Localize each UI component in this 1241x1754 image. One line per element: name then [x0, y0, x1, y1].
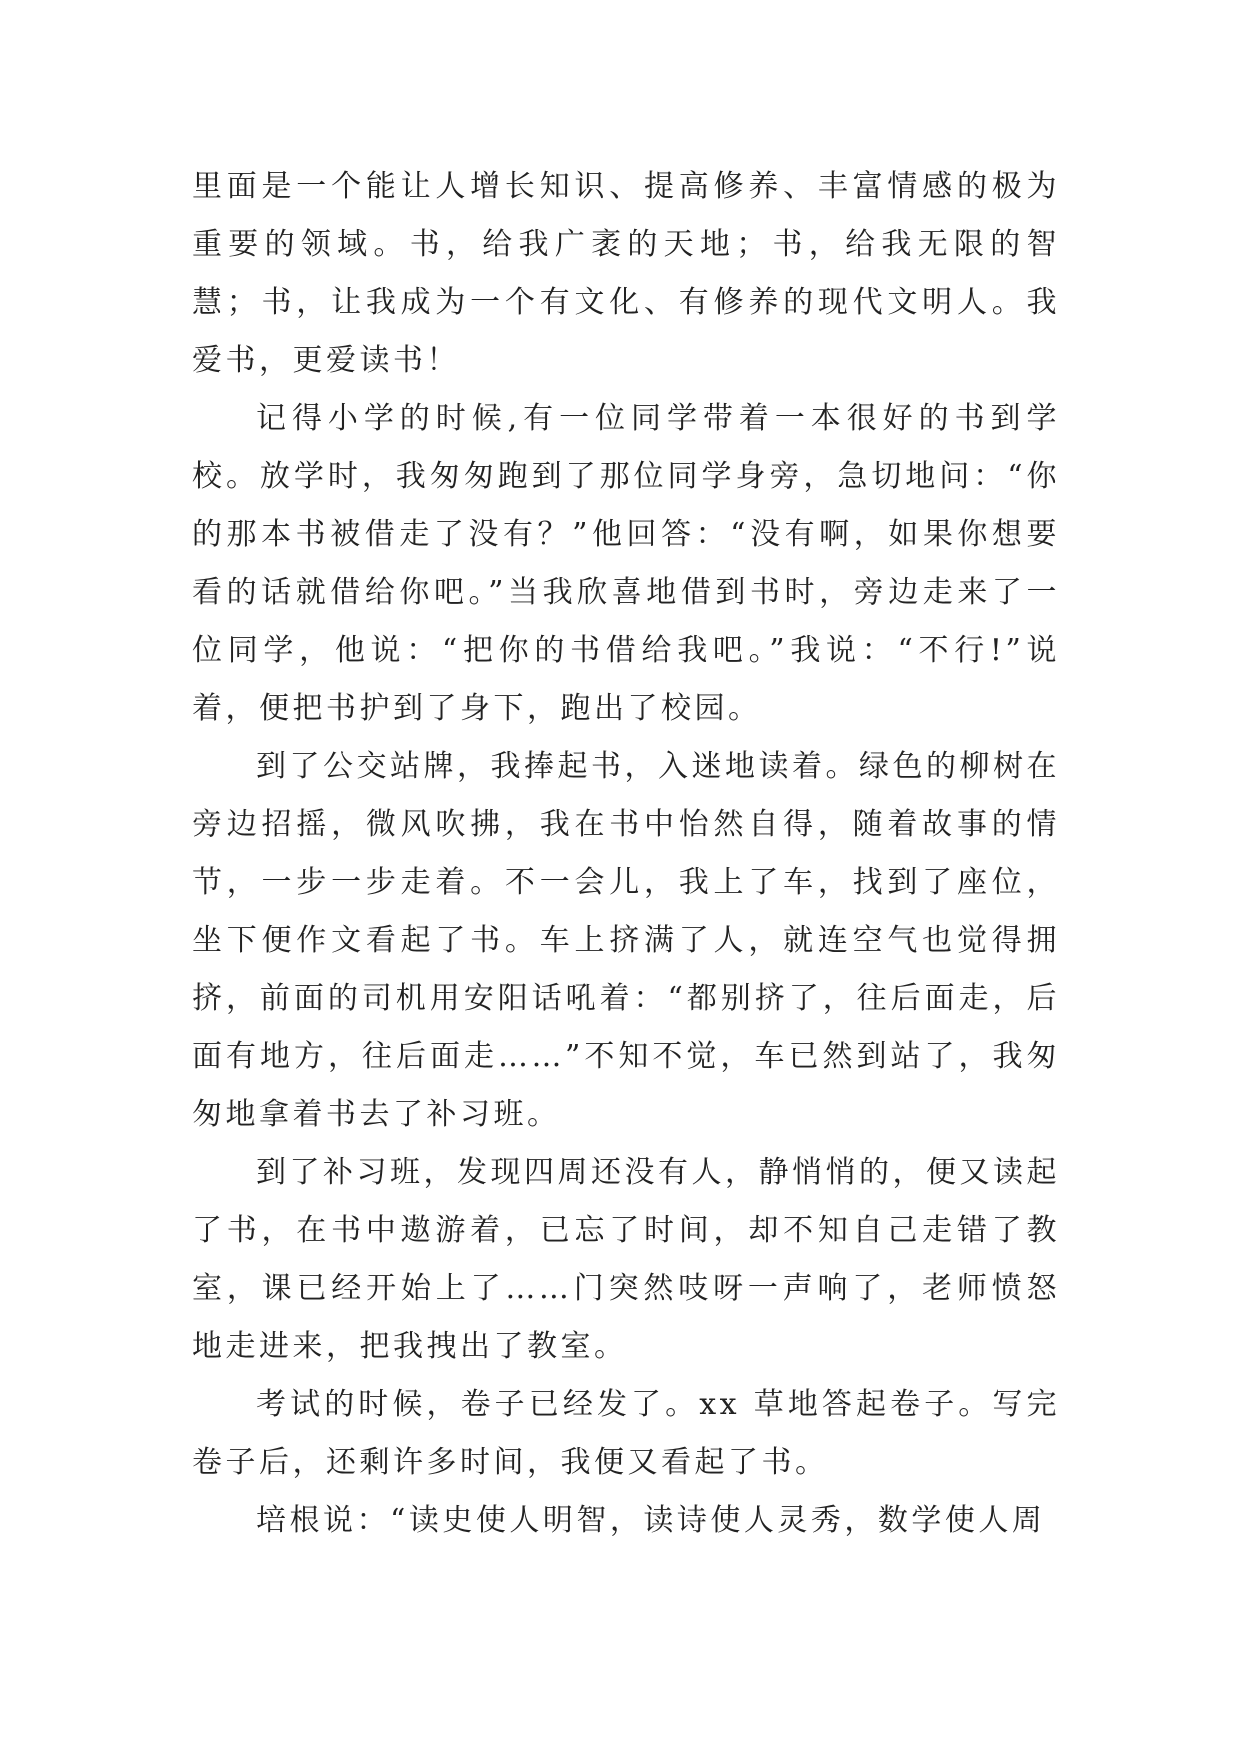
paragraph-2: 记得小学的时候,有一位同学带着一本很好的书到学校。放学时，我匆匆跑到了那位同学身旁，急切地问：“你的那本书被借走了没有？”他回答：“没有啊，如果你想要看的话就借给你吧。”当我欣喜地借到书时，旁边走来了一位同学，他说：“把你的书借给我吧。”我说：“不行!”说着，便把书护到了身下，跑出了校园。	[192, 401, 1060, 726]
paragraph-5: 考试的时候，卷子已经发了。xx 草地答起卷子。写完卷子后，还剩许多时间，我便又看起了书。	[192, 1387, 1060, 1480]
paragraph-4: 到了补习班，发现四周还没有人，静悄悄的，便又读起了书，在书中遨游着，已忘了时间，却不知自己走错了教室，课已经开始上了……门突然吱呀一声响了，老师愤怒地走进来，把我拽出了教室。	[192, 1155, 1060, 1364]
paragraph-3: 到了公交站牌，我捧起书，入迷地读着。绿色的柳树在旁边招摇，微风吹拂，我在书中怡然自得，随着故事的情节，一步一步走着。不一会儿，我上了车，找到了座位，坐下便作文看起了书。车上挤满了人，就连空气也觉得拥挤，前面的司机用安阳话吼着：“都别挤了，往后面走，后面有地方，往后面走……”不知不觉，车已然到站了，我匆匆地拿着书去了补习班。	[192, 749, 1060, 1132]
paragraph-6: 培根说：“读史使人明智，读诗使人灵秀，数学使人周	[256, 1503, 1046, 1538]
paragraph-1: 里面是一个能让人增长知识、提高修养、丰富情感的极为重要的领域。书，给我广袤的天地；书，给我无限的智慧；书，让我成为一个有文化、有修养的现代文明人。我爱书，更爱读书！	[192, 169, 1060, 378]
body-text	[192, 158, 1060, 1550]
